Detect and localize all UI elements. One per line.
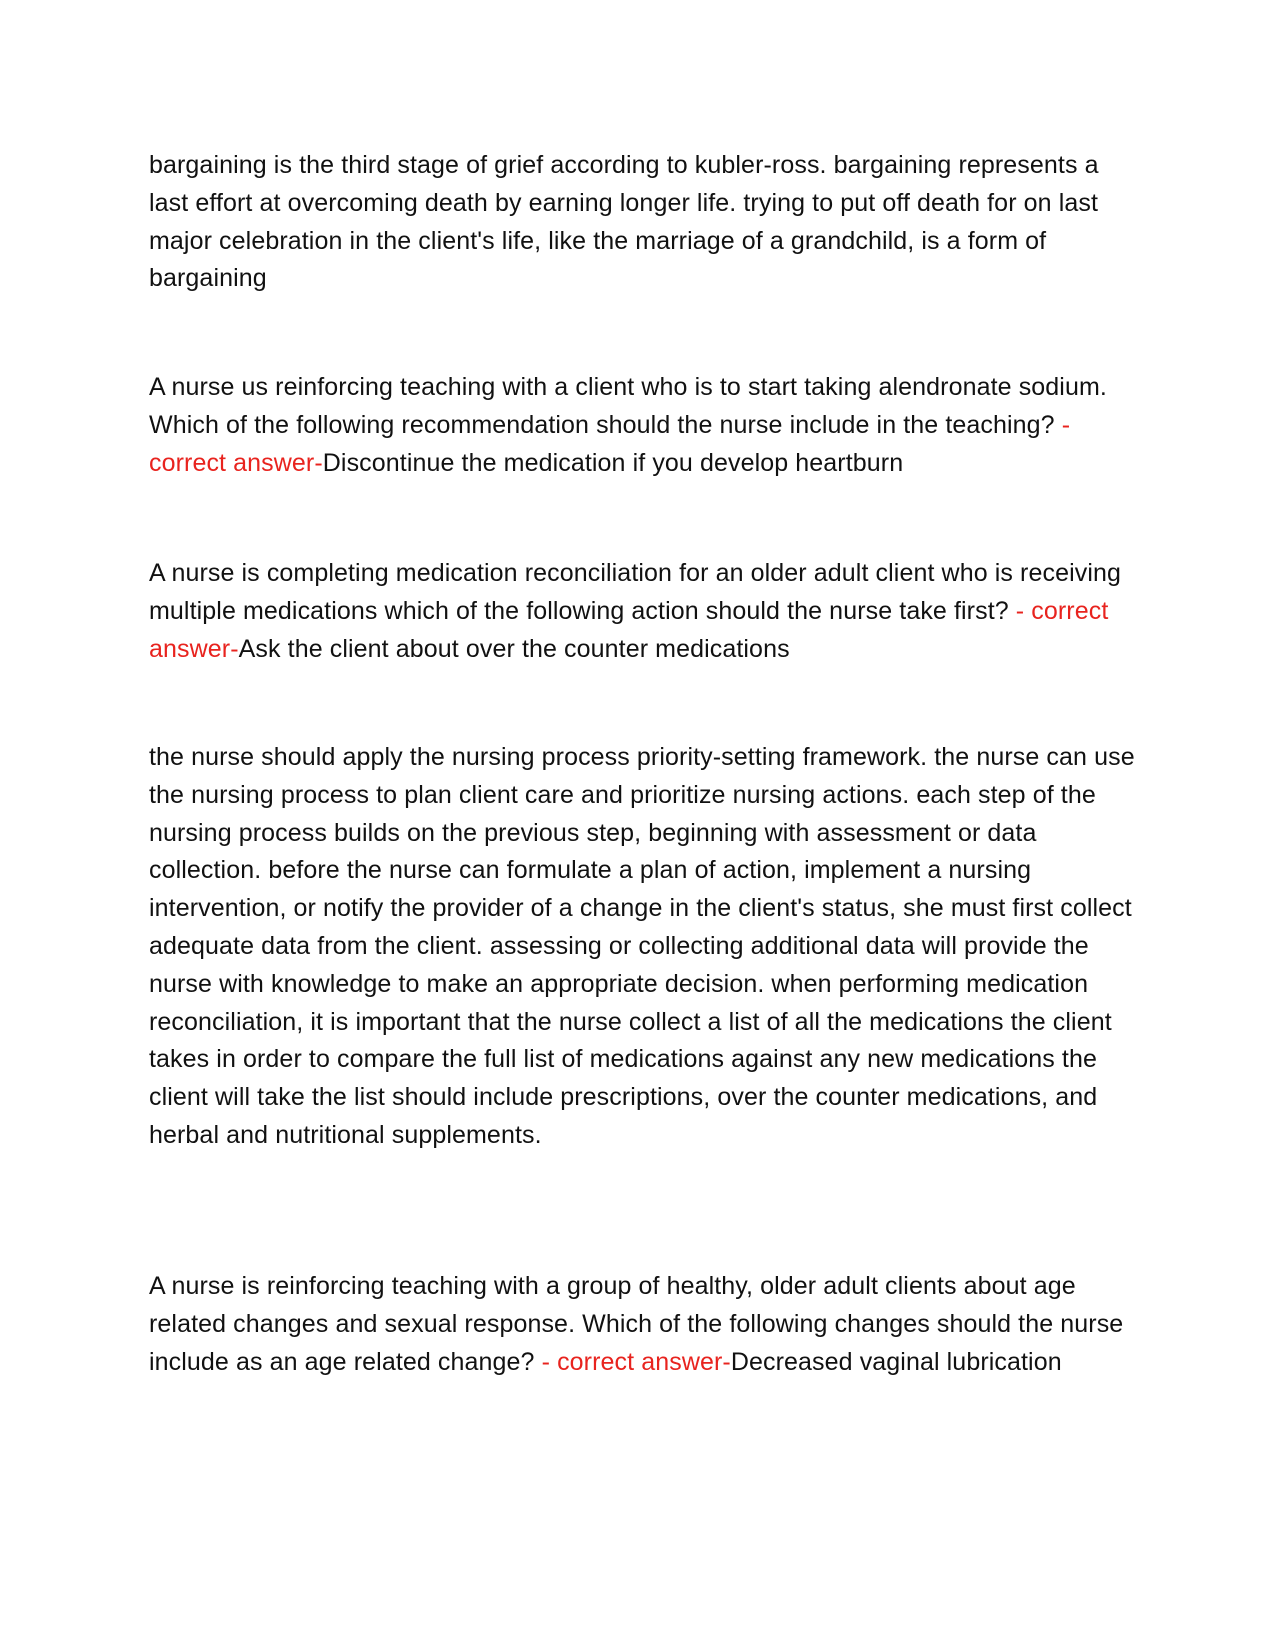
correct-answer-marker: - correct answer-	[534, 1347, 731, 1376]
explanation-paragraph	[149, 739, 1139, 1155]
question-answer-block	[149, 1268, 1139, 1381]
question-answer-block	[149, 555, 1139, 668]
answer-text: Decreased vaginal lubrication	[730, 1347, 1062, 1376]
explanation-paragraph	[149, 147, 1139, 298]
question-text: A nurse us reinforcing teaching with a client who is to start taking alendronate sodium. Which of the following recommendation should the nurse include in the teaching?	[149, 373, 1107, 439]
correct-answer-marker: - correct answer-	[149, 410, 1071, 477]
question-text: A nurse is completing medication reconciliation for an older adult client who is receiving multiple medications which of the following action should the nurse take first?	[149, 559, 1121, 625]
question-text: A nurse is reinforcing teaching with a group of healthy, older adult clients about age related changes and sexual response. Which of the following changes should the nurse include as an age related change?	[149, 1272, 1124, 1376]
explanation-text: the nurse should apply the nursing process priority-setting framework. the nurse can use the nursing process to plan client care and prioritize nursing actions. each step of the nursing process builds on the previous step, beginning with assessment or data collection. before the nurse can formulate a plan of action, implement a nursing intervention, or notify the provider of a change in the client's status, she must first collect adequate data from the client. assessing or collecting additional data will provide the nurse with knowledge to make an appropriate decision. when performing medication reconciliation, it is important that the nurse collect a list of all the medications the client takes in order to compare the full list of medications against any new medications the client will take the list should include prescriptions, over the counter medications, and herbal and nutritional supplements.	[149, 743, 1135, 1149]
answer-text: Discontinue the medication if you develop heartburn	[322, 448, 904, 477]
explanation-text: bargaining is the third stage of grief according to kubler-ross. bargaining represents a last effort at overcoming death by earning longer life. trying to put off death for on last major celebration in the client's life, like the marriage of a grandchild, is a form of bargaining	[149, 151, 1099, 293]
answer-text: Ask the client about over the counter medications	[238, 634, 790, 663]
question-answer-block	[149, 369, 1139, 482]
correct-answer-marker: - correct answer-	[149, 596, 1109, 663]
